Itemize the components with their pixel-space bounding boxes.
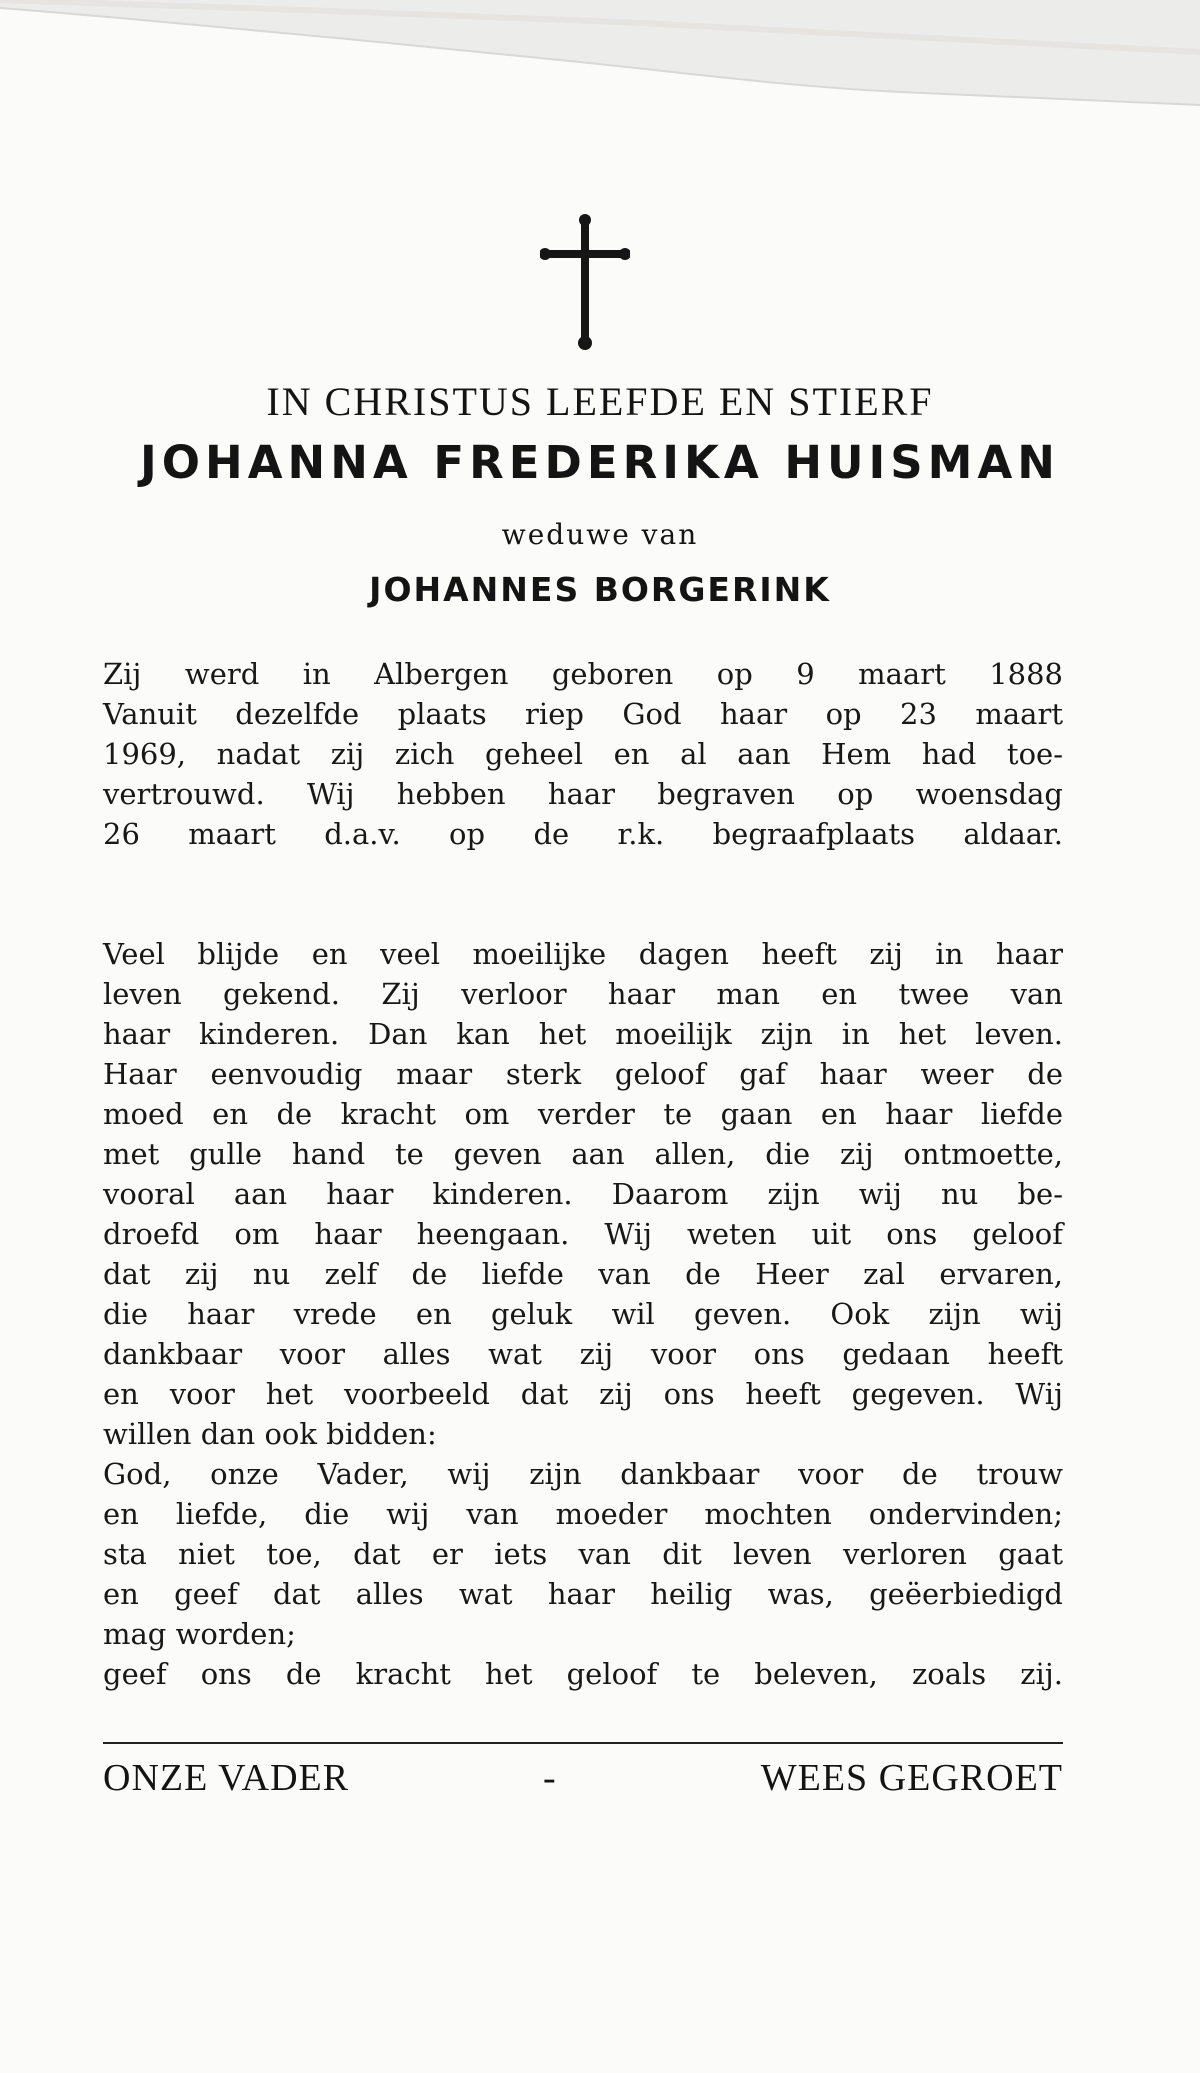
paragraph-line: leven gekend. Zij verloor haar man en twee van	[103, 977, 1063, 1011]
paragraph-line: geef ons de kracht het geloof te beleven, zoals zij.	[103, 1657, 1063, 1691]
paragraph-line: willen dan ook bidden:	[103, 1417, 437, 1451]
widow-of-label: weduwe van	[501, 518, 699, 551]
paragraph-line: dankbaar voor alles wat zij voor ons gedaan heeft	[103, 1337, 1063, 1371]
paragraph-line: Veel blijde en veel moeilijke dagen heeft zij in haar	[103, 937, 1063, 971]
paragraph-line: droefd om haar heengaan. Wij weten uit ons geloof	[103, 1217, 1063, 1251]
torn-paper-edge	[0, 0, 1200, 110]
paragraph-line: en geef dat alles wat haar heilig was, geëerbiedigd	[103, 1577, 1063, 1611]
prayer-onze-vader: ONZE VADER	[103, 1757, 350, 1799]
paragraph-line: 1969, nadat zij zich geheel en al aan Hem had toe-	[103, 737, 1063, 771]
prayer-wees-gegroet: WEES GEGROET	[760, 1757, 1063, 1799]
paragraph-line: God, onze Vader, wij zijn dankbaar voor de trouw	[103, 1457, 1063, 1491]
paragraph-line: Zij werd in Albergen geboren op 9 maart 1888	[103, 657, 1063, 691]
paragraph-line: dat zij nu zelf de liefde van de Heer zal ervaren,	[103, 1257, 1063, 1291]
paragraph-line: haar kinderen. Dan kan het moeilijk zijn in het leven.	[103, 1017, 1063, 1051]
paragraph-line: Vanuit dezelfde plaats riep God haar op 23 maart	[103, 697, 1063, 731]
paragraph-line: 26 maart d.a.v. op de r.k. begraafplaats aldaar.	[103, 817, 1063, 851]
paragraph-line: die haar vrede en geluk wil geven. Ook zijn wij	[103, 1297, 1063, 1331]
paragraph-line: vooral aan haar kinderen. Daarom zijn wij nu be-	[103, 1177, 1063, 1211]
paragraph-line: moed en de kracht om verder te gaan en haar liefde	[103, 1097, 1063, 1131]
cross-icon	[540, 212, 630, 352]
paragraph-line: en liefde, die wij van moeder mochten ondervinden;	[103, 1497, 1063, 1531]
husband-name: JOHANNES BORGERINK	[369, 570, 831, 609]
prayers-row	[103, 1756, 1063, 1808]
pre-title: IN CHRISTUS LEEFDE EN STIERF	[266, 379, 934, 424]
biography-paragraph	[103, 654, 1063, 854]
paragraph-line: sta niet toe, dat er iets van dit leven verloren gaat	[103, 1537, 1063, 1571]
deceased-name: JOHANNA FREDERIKA HUISMAN	[140, 436, 1060, 489]
paragraph-line: en voor het voorbeeld dat zij ons heeft gegeven. Wij	[103, 1377, 1063, 1411]
paragraph-line: mag worden;	[103, 1617, 296, 1651]
paragraph-line: Haar eenvoudig maar sterk geloof gaf haar weer de	[103, 1057, 1063, 1091]
prayer-separator: -	[543, 1757, 557, 1799]
paragraph-line: met gulle hand te geven aan allen, die zij ontmoette,	[103, 1137, 1063, 1171]
remembrance-paragraph	[103, 934, 1063, 1694]
divider-line	[103, 1742, 1063, 1744]
paragraph-line: vertrouwd. Wij hebben haar begraven op woensdag	[103, 777, 1063, 811]
